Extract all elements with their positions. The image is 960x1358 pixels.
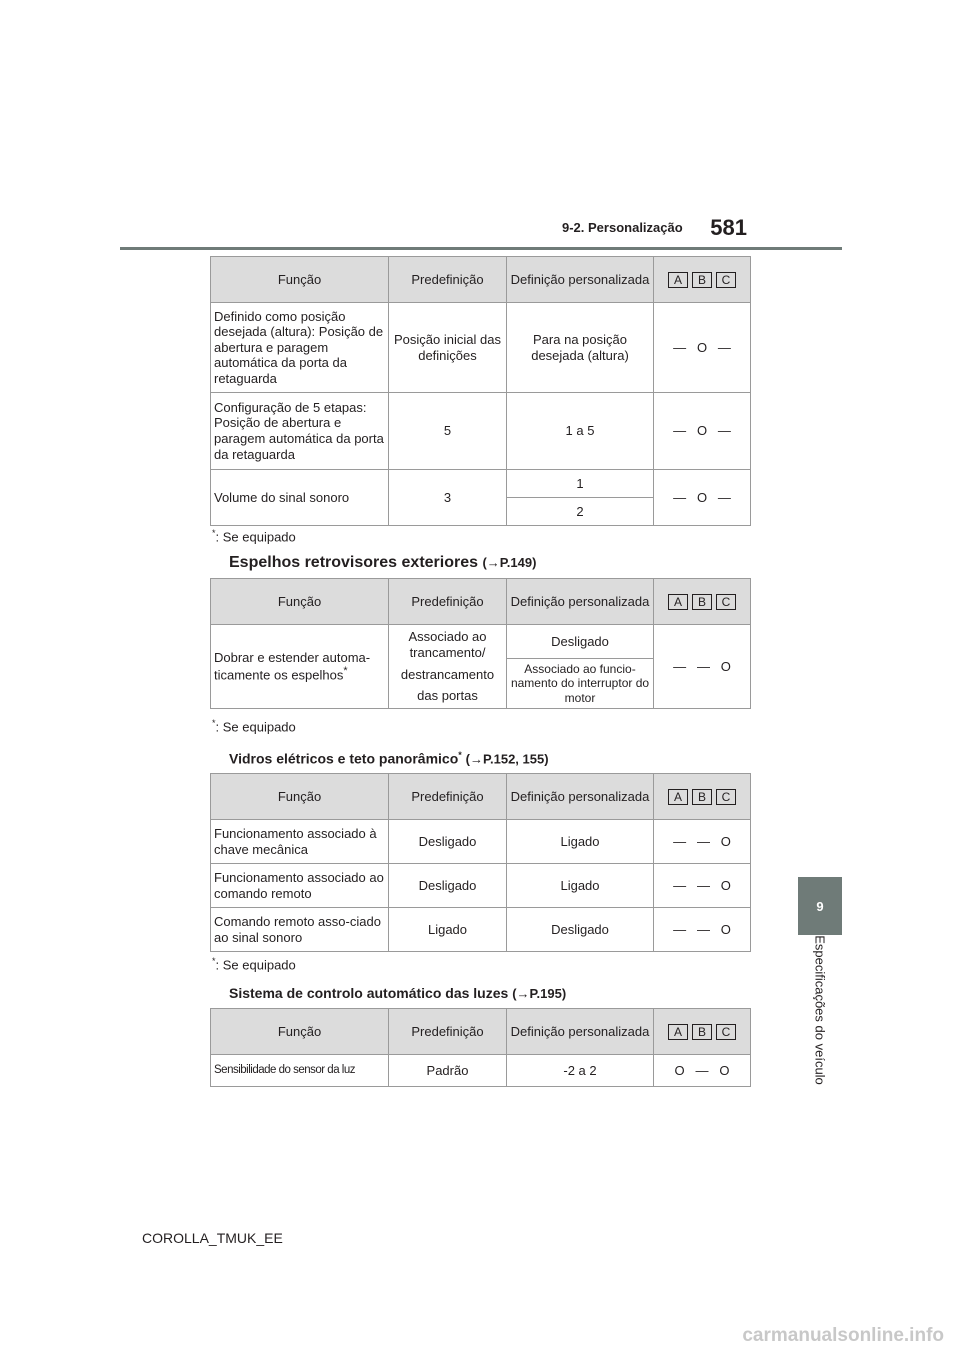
chapter-tab[interactable]: 9 xyxy=(798,877,842,935)
table-row xyxy=(211,625,751,659)
page-number: 581 xyxy=(710,215,747,240)
header-function: Função xyxy=(211,579,389,625)
letter-b-box: B xyxy=(692,789,712,805)
section-title-mirrors: Espelhos retrovisores exteriores (→P.149) xyxy=(229,554,537,571)
watermark-text: carmanualsonline.info xyxy=(742,1325,944,1346)
section-reference: 9-2. Personalização xyxy=(562,220,683,235)
letter-b-box: B xyxy=(692,272,712,288)
cell-function: Sensibilidade do sensor da luz xyxy=(211,1055,389,1087)
cell-custom: Desligado xyxy=(507,625,654,659)
cell-abc: — — O xyxy=(654,908,751,952)
header-divider xyxy=(120,247,842,250)
footnote: *: Se equipado xyxy=(212,718,296,735)
cell-default: Posição inicial das definições xyxy=(389,303,507,393)
header-custom: Definição personalizada xyxy=(507,579,654,625)
section-title-lights: Sistema de controlo automático das luzes (→P.195) xyxy=(229,985,567,1001)
header-default: Predefinição xyxy=(389,774,507,820)
cell-default: Padrão xyxy=(389,1055,507,1087)
header-letters xyxy=(654,774,751,820)
letter-c-box: C xyxy=(716,789,736,805)
cell-abc: — O — xyxy=(654,470,751,526)
header-custom: Definição personalizada xyxy=(507,257,654,303)
table-window-settings xyxy=(210,773,751,952)
cell-default: Ligado xyxy=(389,908,507,952)
cell-abc: — O — xyxy=(654,393,751,470)
chapter-label: Especificações do veículo xyxy=(812,935,828,1085)
table-mirror-settings xyxy=(210,578,751,709)
letter-c-box: C xyxy=(716,272,736,288)
header-function: Função xyxy=(211,774,389,820)
table-row xyxy=(211,864,751,908)
letter-c-box: C xyxy=(716,1024,736,1040)
cell-default: Associado ao trancamento/ destrancamento das portas xyxy=(389,625,507,709)
header-letters xyxy=(654,1009,751,1055)
cell-custom: -2 a 2 xyxy=(507,1055,654,1087)
cell-custom: 1 a 5 xyxy=(507,393,654,470)
table-header-row xyxy=(211,774,751,820)
cell-custom: Associado ao funcio-namento do interruptor do motor xyxy=(507,659,654,709)
table-header-row xyxy=(211,257,751,303)
header-letters xyxy=(654,257,751,303)
page-reference-link[interactable]: (→P.195) xyxy=(512,986,567,1001)
table-tailgate-settings xyxy=(210,256,751,526)
table-row xyxy=(211,303,751,393)
table-light-settings xyxy=(210,1008,751,1087)
letter-b-box: B xyxy=(692,1024,712,1040)
cell-custom: Para na posição desejada (altura) xyxy=(507,303,654,393)
cell-abc: — — O xyxy=(654,820,751,864)
cell-abc: O — O xyxy=(654,1055,751,1087)
cell-default: 5 xyxy=(389,393,507,470)
cell-function: Comando remoto asso-ciado ao sinal sonoro xyxy=(211,908,389,952)
document-footer: COROLLA_TMUK_EE xyxy=(142,1230,283,1246)
table-row xyxy=(211,1055,751,1087)
cell-function: Configuração de 5 etapas: Posição de abertura e paragem automática da porta da retaguarda xyxy=(211,393,389,470)
cell-abc: — — O xyxy=(654,625,751,709)
table-row xyxy=(211,393,751,470)
cell-custom: Ligado xyxy=(507,864,654,908)
header-custom: Definição personalizada xyxy=(507,1009,654,1055)
cell-custom: 1 xyxy=(507,470,654,498)
section-title-windows: Vidros elétricos e teto panorâmico* (→P.152, 155) xyxy=(229,750,549,767)
table-header-row xyxy=(211,1009,751,1055)
cell-function: Funcionamento associado ao comando remoto xyxy=(211,864,389,908)
cell-abc: — O — xyxy=(654,303,751,393)
header-custom: Definição personalizada xyxy=(507,774,654,820)
footnote: *: Se equipado xyxy=(212,956,296,973)
page-reference-link[interactable]: (→P.152, 155) xyxy=(465,751,549,767)
footnote: *: Se equipado xyxy=(212,528,296,545)
header-letters xyxy=(654,579,751,625)
table-row xyxy=(211,820,751,864)
page-reference-link[interactable]: (→P.149) xyxy=(482,555,537,570)
page-header xyxy=(120,210,842,250)
cell-abc: — — O xyxy=(654,864,751,908)
cell-function: Volume do sinal sonoro xyxy=(211,470,389,526)
header-function: Função xyxy=(211,1009,389,1055)
letter-c-box: C xyxy=(716,594,736,610)
cell-function: Funcionamento associado à chave mecânica xyxy=(211,820,389,864)
cell-custom: 2 xyxy=(507,498,654,526)
cell-default: Desligado xyxy=(389,820,507,864)
letter-a-box: A xyxy=(668,272,688,288)
header-function: Função xyxy=(211,257,389,303)
letter-a-box: A xyxy=(668,1024,688,1040)
cell-default: 3 xyxy=(389,470,507,526)
table-header-row xyxy=(211,579,751,625)
cell-custom: Ligado xyxy=(507,820,654,864)
letter-a-box: A xyxy=(668,789,688,805)
cell-default: Desligado xyxy=(389,864,507,908)
header-default: Predefinição xyxy=(389,257,507,303)
cell-function: Definido como posição desejada (altura): Posição de abertura e paragem automática da porta da retaguarda xyxy=(211,303,389,393)
letter-b-box: B xyxy=(692,594,712,610)
header-default: Predefinição xyxy=(389,579,507,625)
table-row xyxy=(211,908,751,952)
table-row xyxy=(211,470,751,498)
cell-function: Dobrar e estender automa-ticamente os espelhos* xyxy=(211,625,389,709)
cell-custom: Desligado xyxy=(507,908,654,952)
header-default: Predefinição xyxy=(389,1009,507,1055)
letter-a-box: A xyxy=(668,594,688,610)
